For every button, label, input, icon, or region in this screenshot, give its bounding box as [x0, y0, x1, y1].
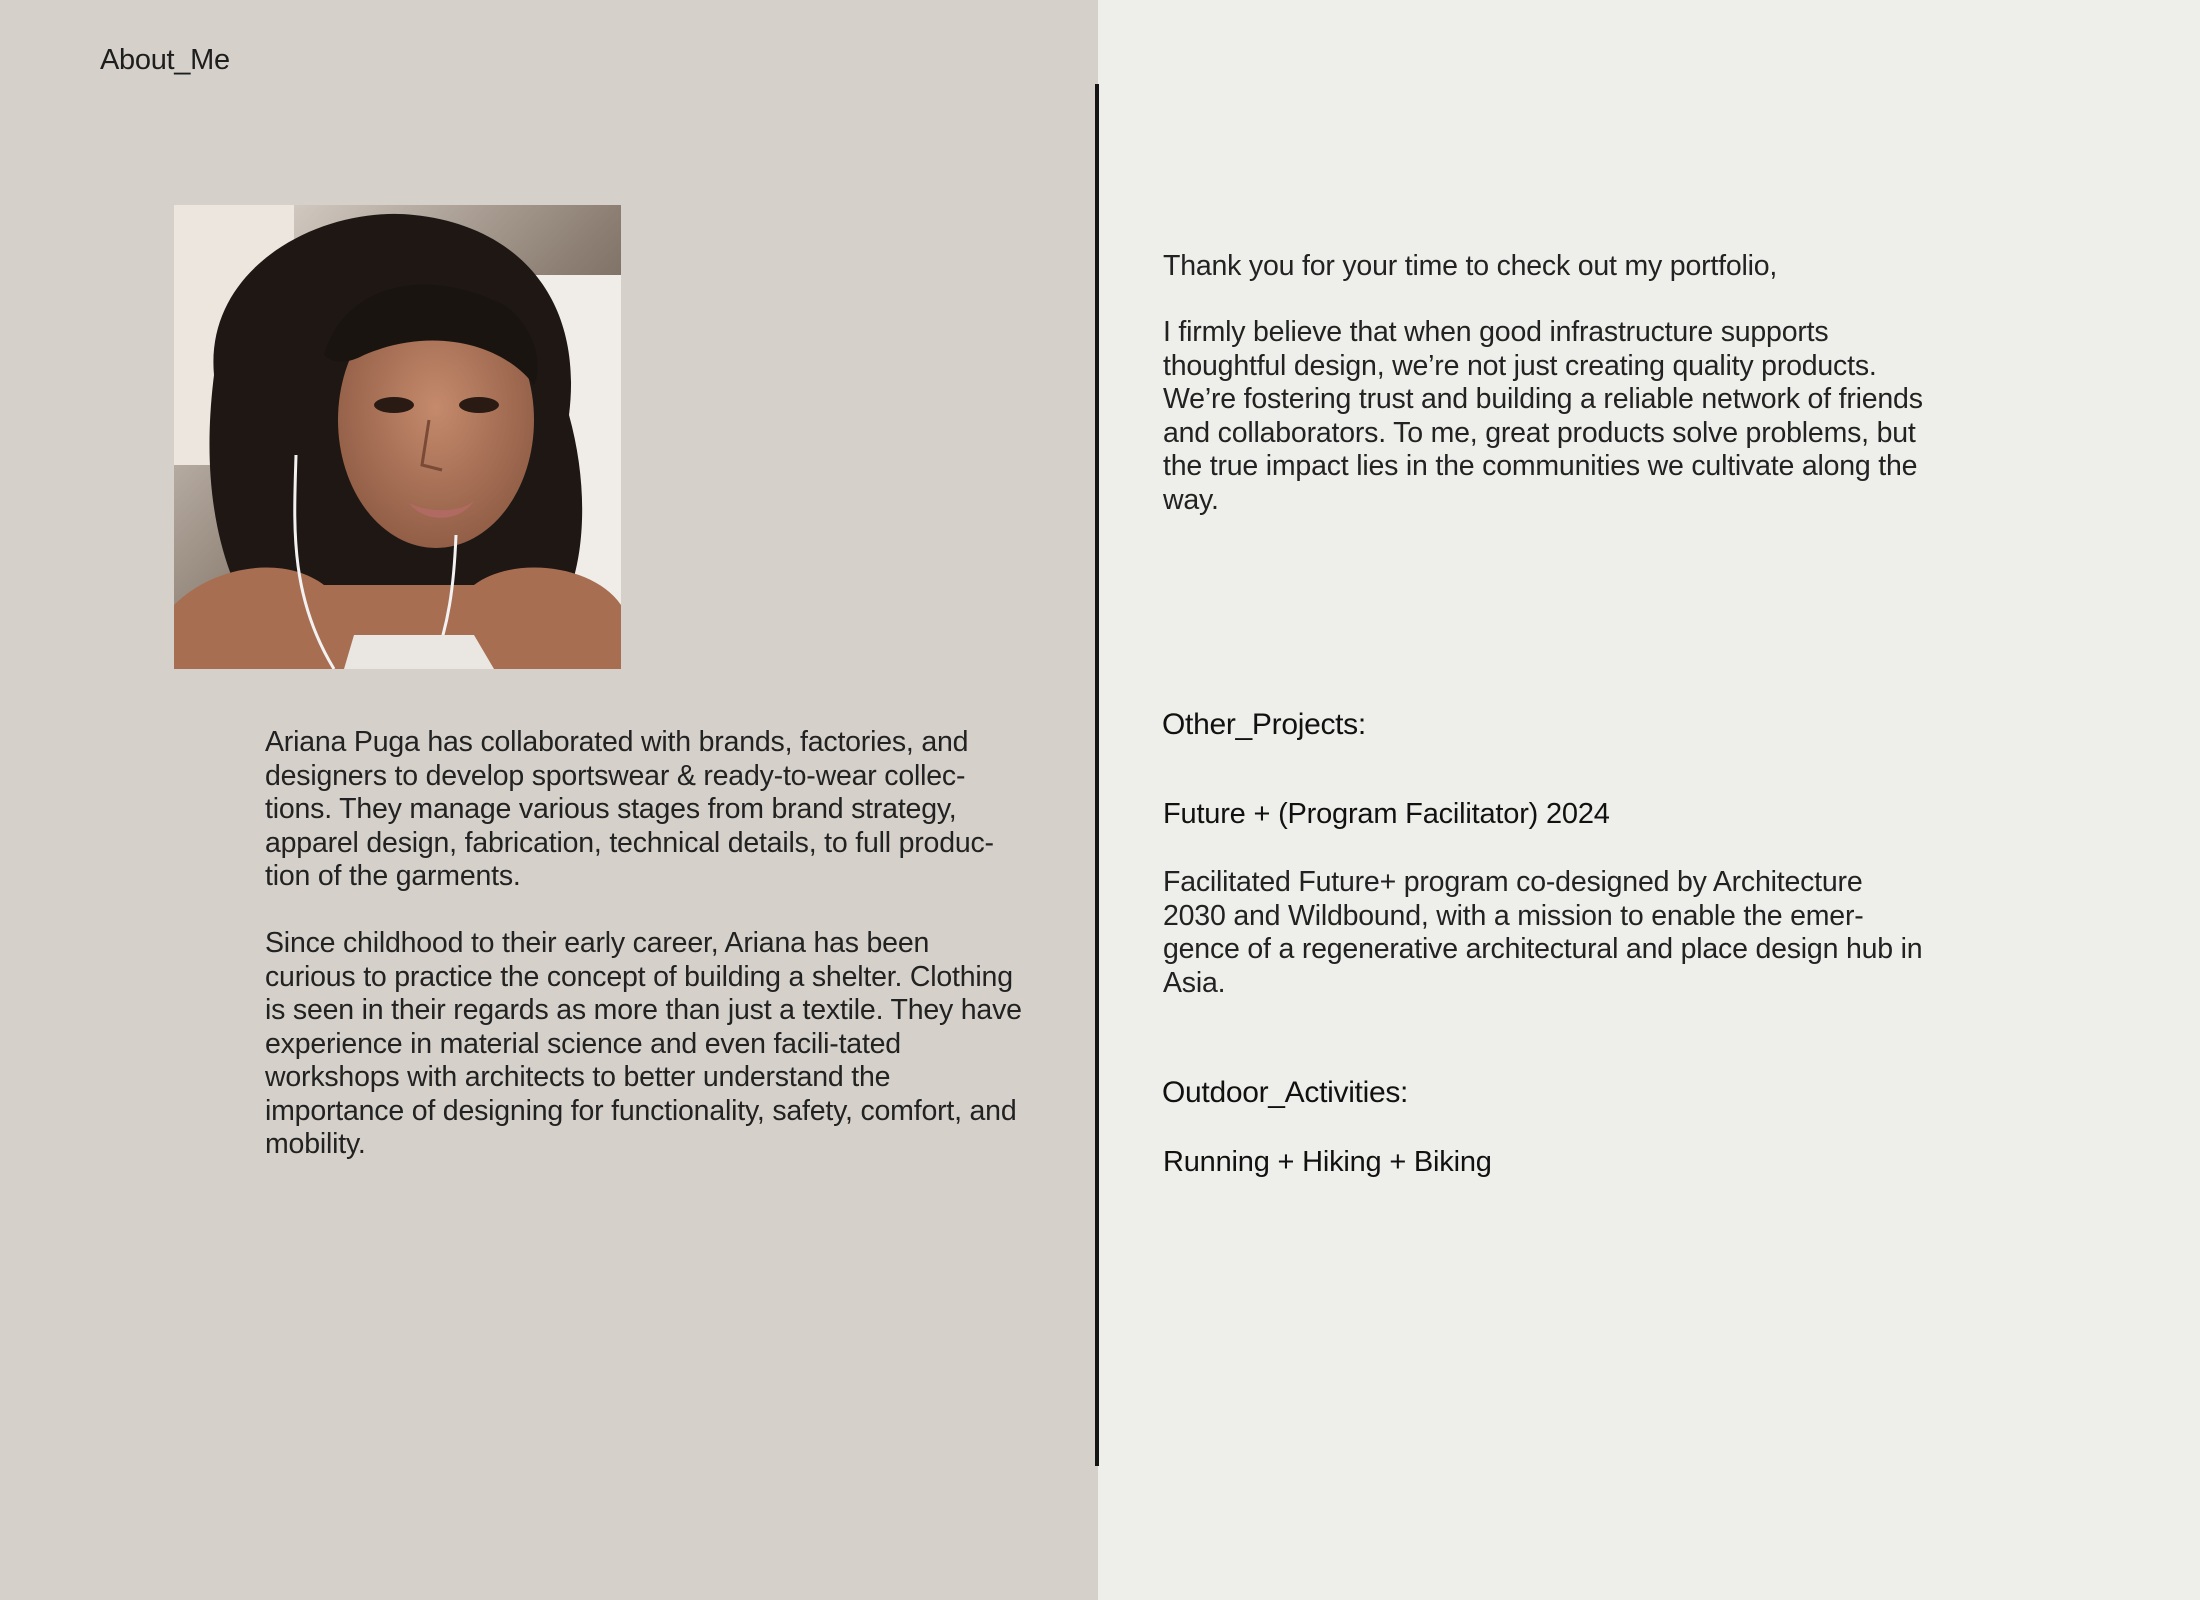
portrait-illustration — [174, 205, 621, 669]
project-description: Facilitated Future+ program co-designed by Architecture 2030 and Wildbound, with a mission to enable the emer-gence of a regenerative architectural and place design hub in Asia. — [1163, 866, 1923, 999]
portrait-photo — [174, 205, 621, 669]
greeting-text: Thank you for your time to check out my portfolio, — [1163, 250, 1778, 282]
bio-paragraph: Ariana Puga has collaborated with brands, factories, and designers to develop sportswear & ready-to-wear collec-tions. They manage various stages from brand strategy, apparel design, fabrication, technical details, to full produc-tion of the garments. — [265, 726, 994, 892]
project-name: Future + (Program Facilitator) 2024 — [1163, 798, 1610, 830]
page-header: About_Me — [100, 44, 230, 76]
other-projects-title: Other_Projects: — [1162, 708, 1366, 741]
belief-text: I firmly believe that when good infrastructure supports thoughtful design, we’re not just creating quality products. We’re fostering trust and building a reliable network of friends and collaborators. To me, great products solve problems, but the true impact lies in the communities we cultivate along the way. — [1163, 316, 1923, 516]
left-page — [0, 0, 1098, 1600]
page-divider — [1095, 84, 1099, 1466]
outdoor-activities-title: Outdoor_Activities: — [1162, 1076, 1409, 1109]
activities-list: Running + Hiking + Biking — [1163, 1146, 1492, 1178]
bio-paragraph: Since childhood to their early career, Ariana has been curious to practice the concept of building a shelter. Clothing is seen in their regards as more than just a textile. They have experience in material science and even facili-tated workshops with architects to better understand the importance of designing for functionality, safety, comfort, and mobility. — [265, 927, 1022, 1160]
bio-text — [265, 726, 1025, 1195]
